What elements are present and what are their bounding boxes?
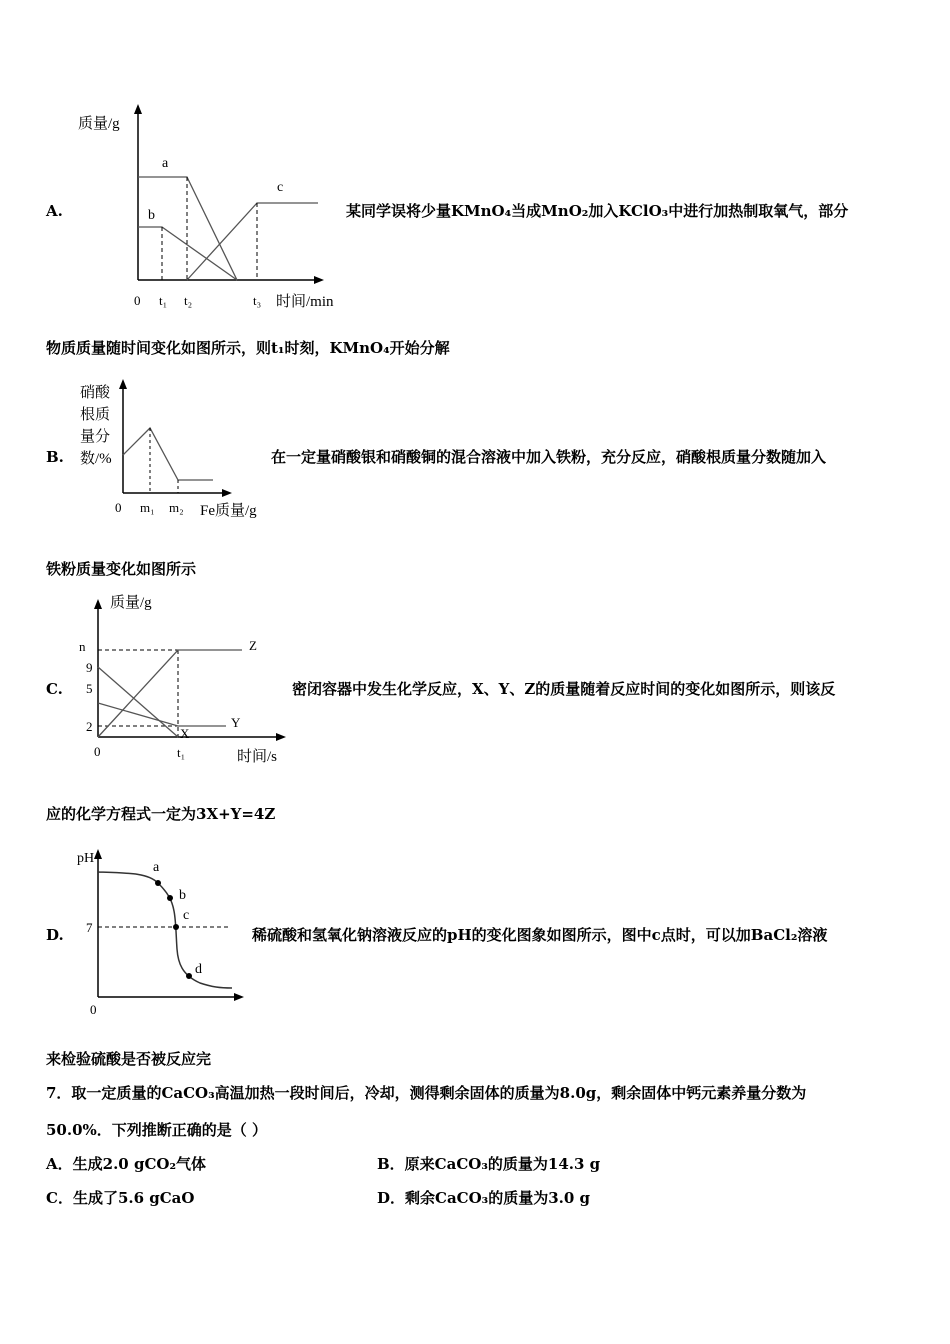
option-c-xtick-t1: t₁ <box>177 745 186 760</box>
q7-option-d: D．剩余CaCO₃的质量为3.0 g <box>377 1189 591 1207</box>
option-d-label-b: b <box>179 888 186 903</box>
line-c <box>187 203 318 280</box>
option-a-letter: A. <box>46 202 63 220</box>
q7-option-c: C．生成了5.6 gCaO <box>46 1189 195 1207</box>
q7-option-a: A．生成2.0 gCO₂气体 <box>46 1155 207 1173</box>
option-b-ylabel-3: 量分 <box>80 429 111 445</box>
option-a-tick-t1: t₁ <box>159 293 168 308</box>
point-d <box>186 973 192 979</box>
option-c-text-1: 密闭容器中发生化学反应，X、Y、Z的质量随着反应时间的变化如图所示，则该反 <box>292 680 836 698</box>
series-x <box>98 667 178 737</box>
option-c-origin: 0 <box>94 744 101 759</box>
option-a-tick-t3: t₃ <box>253 293 262 308</box>
option-c-ytick-5: 5 <box>86 681 93 696</box>
point-c <box>173 924 179 930</box>
q7-stem-1: 7．取一定质量的CaCO₃高温加热一段时间后，冷却，测得剩余固体的质量为8.0g，剩余固体中钙元素养量分数为 <box>46 1084 807 1102</box>
option-b-text-1: 在一定量硝酸银和硝酸铜的混合溶液中加入铁粉，充分反应，硝酸根质量分数随加入 <box>271 448 827 466</box>
option-c-label-z: Z <box>249 638 257 653</box>
option-d-ylabel: pH <box>77 851 95 866</box>
option-c-letter: C. <box>46 680 63 698</box>
option-a-origin: 0 <box>134 293 141 308</box>
option-a-ylabel: 质量/g <box>78 116 120 132</box>
option-a-label-b: b <box>148 208 155 223</box>
option-d-text-1: 稀硫酸和氢氧化钠溶液反应的pH的变化图象如图所示，图中c点时，可以加BaCl₂溶液 <box>252 926 828 944</box>
point-a <box>155 880 161 886</box>
option-c-label-y: Y <box>231 715 241 730</box>
option-a-label-a: a <box>162 156 169 171</box>
option-a-label-c: c <box>277 180 284 195</box>
option-c-chart <box>80 595 300 745</box>
option-b-tick-m2: m₂ <box>169 500 184 515</box>
option-d-origin: 0 <box>90 1002 97 1017</box>
option-d-label-d: d <box>195 962 202 977</box>
option-c-xlabel: 时间/s <box>237 749 278 765</box>
option-b-tick-m1: m₁ <box>140 500 155 515</box>
option-c-ytick-9: 9 <box>86 660 93 675</box>
q7-option-b: B．原来CaCO₃的质量为14.3 g <box>377 1155 601 1173</box>
option-b-ylabel-1: 硝酸 <box>80 385 111 401</box>
option-c-text-2: 应的化学方程式一定为3X+Y=4Z <box>46 805 276 823</box>
point-b <box>167 895 173 901</box>
option-c-label-x: X <box>180 726 190 741</box>
option-a-xlabel: 时间/min <box>276 294 334 310</box>
option-b-ylabel-2: 根质 <box>80 407 111 423</box>
option-b-origin: 0 <box>115 500 122 515</box>
option-c-ylabel: 质量/g <box>110 595 152 611</box>
option-b-xlabel: Fe质量/g <box>200 503 257 519</box>
option-a-text-2: 物质质量随时间变化如图所示，则t₁时刻，KMnO₄开始分解 <box>46 339 450 357</box>
option-d-chart <box>90 845 260 1015</box>
option-c-ytick-n: n <box>79 639 86 654</box>
option-b-ylabel-4: 数/% <box>80 451 112 467</box>
ph-curve <box>98 872 232 988</box>
option-d-label-a: a <box>153 860 160 875</box>
option-a-tick-t2: t₂ <box>184 293 193 308</box>
option-d-label-c: c <box>183 908 190 923</box>
option-b-letter: B. <box>46 448 64 466</box>
option-d-ytick-7: 7 <box>86 920 93 935</box>
option-b-text-2: 铁粉质量变化如图所示 <box>46 560 197 578</box>
q7-stem-2: 50.0%．下列推断正确的是（ ） <box>46 1121 268 1139</box>
option-a-text-1: 某同学误将少量KMnO₄当成MnO₂加入KClO₃中进行加热制取氧气，部分 <box>346 202 849 220</box>
option-d-letter: D. <box>46 926 64 944</box>
option-a-chart <box>70 100 370 320</box>
option-b-chart <box>100 375 260 505</box>
option-c-ytick-2: 2 <box>86 719 93 734</box>
nitrate-line <box>123 428 213 480</box>
option-d-text-2: 来检验硫酸是否被反应完 <box>46 1050 212 1068</box>
